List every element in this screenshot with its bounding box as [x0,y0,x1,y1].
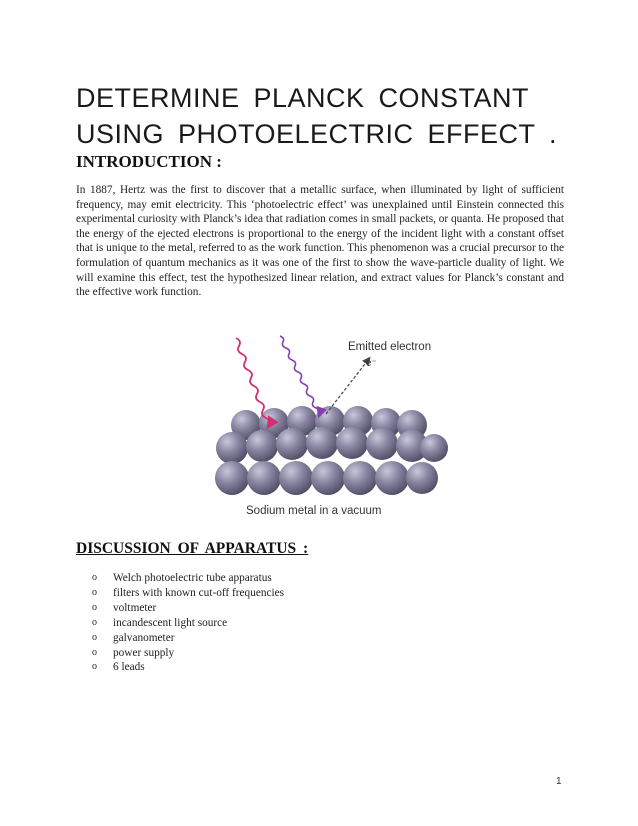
introduction-paragraph: In 1887, Hertz was the first to discover that a metallic surface, when illuminated by light of sufficient frequency, may emit electricity. This ‘photoelectric effect’ was unexplained until Einstein connected this experimental curiosity with Planck’s idea that radiation comes in small packets, or quanta. He proposed that the energy of the ejected electrons is proportional to the energy of the incident light with a constant offset that is unique to the metal, referred to as the work function. This phenomenon was a crucial precursor to the formulation of quantum mechanics as it was one of the first to show the wave-particle duality of light. We will examine this effect, test the hypothesized linear relation, and extract values for Planck’s constant and the effective work function. [76,184,564,299]
purple-light-wave [280,336,320,413]
bullet-icon: o [92,646,97,658]
bullet-icon: o [92,661,97,673]
list-item-text: power supply [113,646,175,659]
list-item-text: Welch photoelectric tube apparatus [113,572,272,584]
sodium-lattice-illustration [208,330,448,520]
list-item [92,586,284,601]
title-line-2: USING PHOTOELECTRIC EFFECT . [76,119,558,149]
bullet-icon: o [92,586,97,598]
list-item [92,631,284,646]
page-number: 1 [556,776,562,787]
list-item-text: galvanometer [113,631,175,644]
list-item [92,601,284,616]
emitted-electron-label: Emitted electron [348,341,432,353]
list-item [92,571,284,586]
introduction-heading: INTRODUCTION : [76,152,222,171]
figure-caption: Sodium metal in a vacuum [246,505,382,517]
list-item-text: voltmeter [113,601,157,614]
discussion-heading: DISCUSSION OF APPARATUS : [76,540,309,557]
bullet-icon: o [92,601,97,613]
electron-symbol: e⁻ [366,358,377,369]
list-item [92,616,284,631]
lattice-front-row [215,461,438,495]
title-line-1: DETERMINE PLANCK CONSTANT [76,83,530,113]
list-item [92,660,284,675]
bullet-icon: o [92,572,97,583]
apparatus-list [92,571,284,675]
bullet-icon: o [92,616,97,628]
list-item-text: incandescent light source [113,616,228,629]
bullet-icon: o [92,631,97,643]
emitted-electron-arrow [326,360,368,414]
list-item [92,646,284,661]
list-item-text: 6 leads [113,661,145,674]
page-title [76,80,596,152]
photoelectric-figure [208,330,448,520]
list-item-text: filters with known cut-off frequencies [113,586,285,599]
